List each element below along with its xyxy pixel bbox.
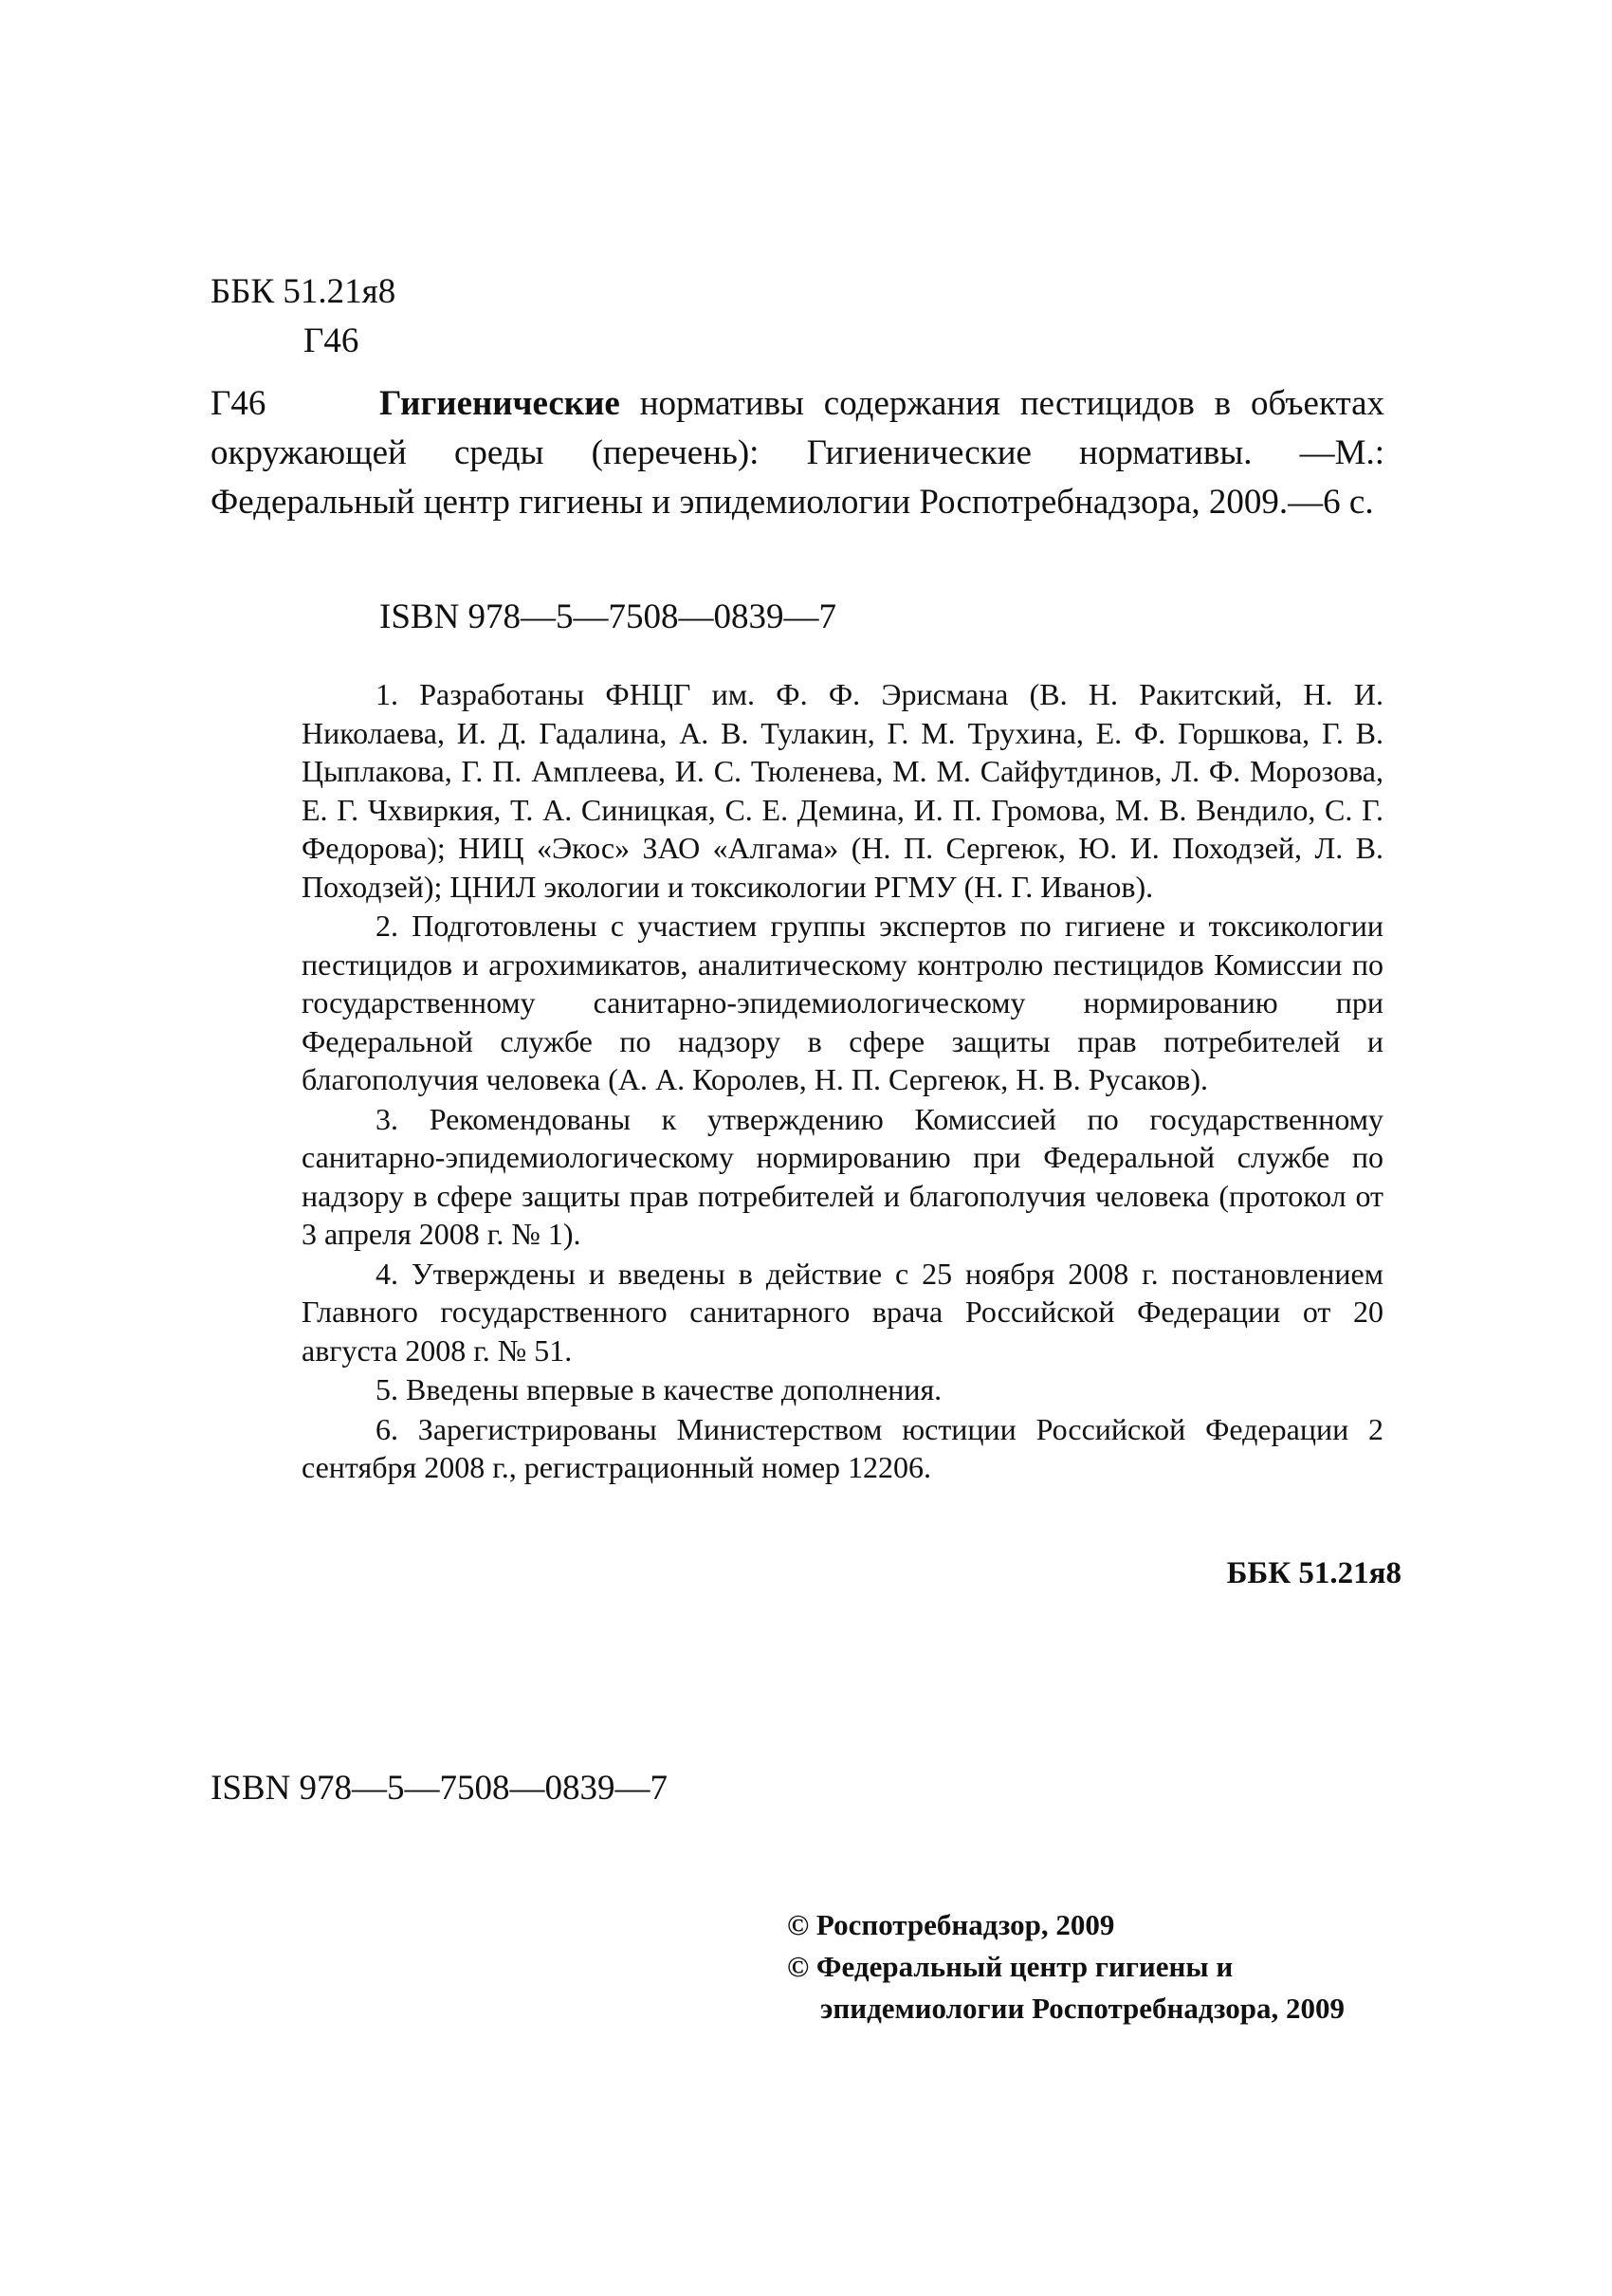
bbk-classification-right: ББК 51.21я8: [1226, 1556, 1401, 1590]
entry-description: [211, 379, 1384, 527]
list-item: 2. Подготовлены с участием группы экспертов по гигиене и токсикологии пестицидов и агрохимикатов, аналитическому контролю пестицидов Комиссии по государственному санитарно-эпидемиологическому нормированию при Федеральной службе по надзору в сфере защиты прав потребителей и благополучия человека (А. А. Королев, Н. П. Сергеюк, Н. В. Русаков).: [302, 909, 1383, 1096]
list-item: 6. Зарегистрированы Министерством юстиции Российской Федерации 2 сентября 2008 г., регистрационный номер 12206.: [302, 1411, 1383, 1484]
development-info-list: [302, 675, 1383, 1488]
entry-author-mark: Г46: [211, 384, 266, 423]
bbk-code: ББК 51.21я8: [211, 272, 396, 311]
bibliographic-entry: [211, 379, 1384, 527]
isbn-bottom: ISBN 978—5—7508—0839—7: [211, 1769, 669, 1808]
copyright-line-2: © Федеральный центр гигиены и: [787, 1950, 1234, 1983]
list-item: 1. Разработаны ФНЦГ им. Ф. Ф. Эрисмана (В. Н. Ракитский, Н. И. Николаева, И. Д. Гадалина, А. В. Тулакин, Г. М. Трухина, Е. Ф. Горшкова, Г. В. Цыплакова, Г. П. Амплеева, И. С. Тюленева, М. М. Сайфутдинов, Л. Ф. Морозова, Е. Г. Чхвиркия, Т. А. Синицкая, С. Е. Демина, И. П. Громова, М. В. Вендило, С. Г. Федорова); НИЦ «Экос» ЗАО «Алгама» (Н. П. Сергеюк, Ю. И. Походзей, Л. В. Походзей); ЦНИЛ экологии и токсикологии РГМУ (Н. Г. Иванов).: [302, 677, 1383, 904]
copyright-block: [787, 1904, 1345, 2030]
list-item: 3. Рекомендованы к утверждению Комиссией по государственному санитарно-эпидемиологическому нормированию при Федеральной службе по надзору в сфере защиты прав потребителей и благополучия человека (протокол от 3 апреля 2008 г. № 1).: [302, 1101, 1383, 1251]
entry-title-bold: Гигиенические: [379, 384, 620, 423]
copyright-line-3: эпидемиологии Роспотребнадзора, 2009: [820, 1992, 1345, 2025]
copyright-line-1: © Роспотребнадзор, 2009: [787, 1908, 1115, 1941]
isbn-middle: ISBN 978—5—7508—0839—7: [379, 597, 837, 636]
author-mark: Г46: [303, 321, 359, 360]
bbk-classification-top: [211, 267, 395, 366]
list-item: 4. Утверждены и введены в действие с 25 ноября 2008 г. постановлением Главного государственного санитарного врача Российской Федерации от 20 августа 2008 г. № 51.: [302, 1256, 1383, 1368]
entry-title-rest: нормативы содержания пестицидов в объектах окружающей среды (перечень): Гигиенические нормативы. —М.: Федеральный центр гигиены и эпидемиологии Роспотребнадзора, 2009.—6 с.: [211, 384, 1384, 522]
list-item: 5. Введены впервые в качестве дополнения.: [376, 1372, 943, 1406]
